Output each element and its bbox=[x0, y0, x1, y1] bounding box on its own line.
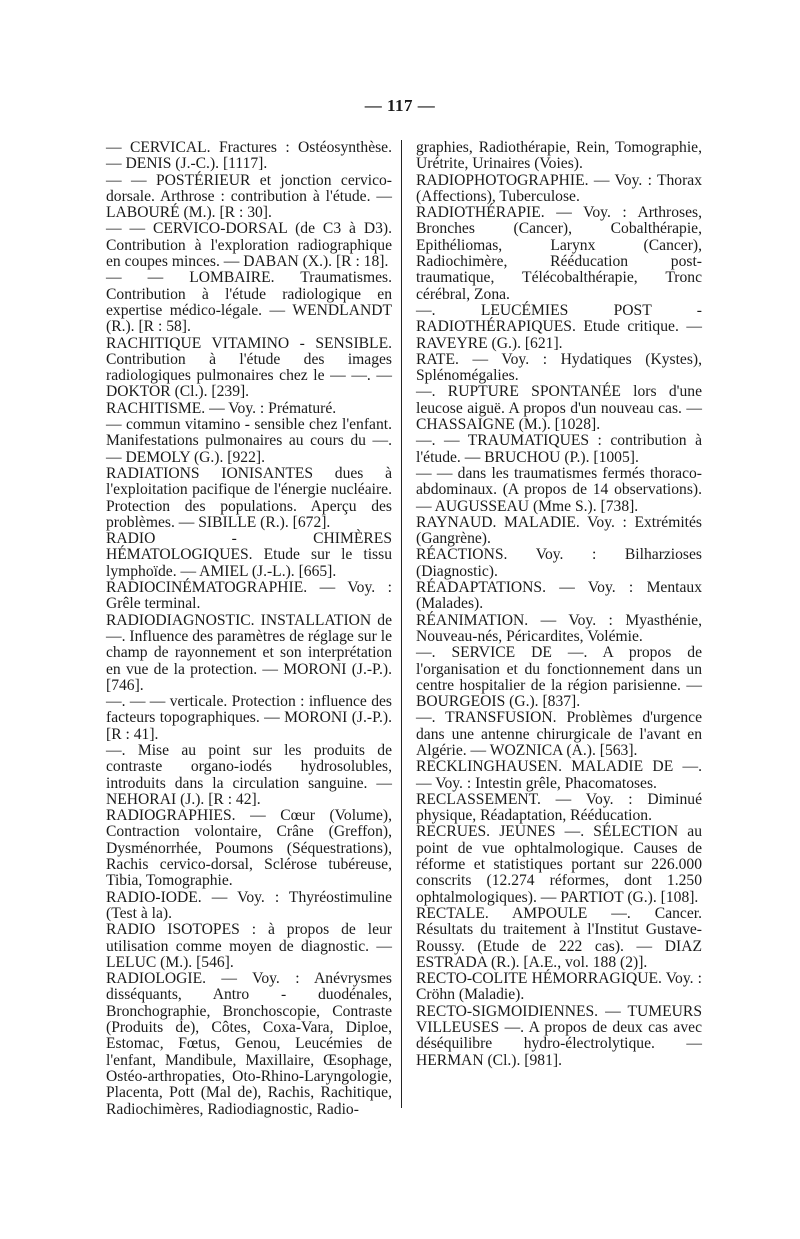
left-column bbox=[106, 140, 392, 1118]
index-entry: RECLASSEMENT. — Voy. : Diminué physique, Réadaptation, Rééducation. bbox=[416, 790, 702, 825]
index-entry: RAYNAUD. MALADIE. Voy. : Extrémités (Gangrène). bbox=[416, 513, 702, 548]
index-entry: RADIO - CHIMÈRES HÉMATOLOGIQUES. Etude sur le tissu lymphoïde. — AMIEL (J.-L.). [665]. bbox=[106, 530, 392, 580]
page-number: — 117 — bbox=[364, 96, 436, 115]
index-entry: —. — TRAUMATIQUES : contribution à l'étude. — BRUCHOU (P.). [1005]. bbox=[416, 432, 702, 466]
index-entry: — — POSTÉRIEUR et jonction cervico-dorsale. Arthrose : contribution à l'étude. — LABOURÉ (M.). [R : 30]. bbox=[106, 171, 392, 222]
index-entry: RECTO-SIGMOIDIENNES. — TUMEURS VILLEUSES —. A propos de deux cas avec déséquilibre hydro-électrolytique. — HERMAN (Cl.). [981]. bbox=[416, 1002, 702, 1069]
index-entry: RECRUES. JEUNES —. SÉLECTION au point de vue ophtalmologique. Causes de réforme et statistiques portant sur 226.000 conscrits (12.274 réformes, dont 1.250 ophtalmologiques). — PARTIOT (G.). [108]. bbox=[416, 823, 702, 906]
index-entry: RADIATIONS IONISANTES dues à l'exploitation pacifique de l'énergie nucléaire. Protection des populations. Aperçu des problèmes. — SIBILLE (R.). [672]. bbox=[106, 464, 392, 531]
index-entry: — — LOMBAIRE. Traumatismes. Contribution à l'étude radiologique en expertise médico-légale. — WENDLANDT (R.). [R : 58]. bbox=[106, 269, 392, 336]
index-entry: RADIODIAGNOSTIC. INSTALLATION de —. Influence des paramètres de réglage sur le champ de rayonnement et son interprétation en vue de la protection. — MORONI (J.-P.). [746]. bbox=[106, 611, 392, 694]
index-entry: RADIOTHÉRAPIE. — Voy. : Arthroses, Bronches (Cancer), Cobalthérapie, Epithéliomas, Larynx (Cancer), Radiochimère, Rééducation post-traumatique, Télécobalthérapie, Tronc cérébral, Zona. bbox=[416, 204, 702, 303]
index-entry: RADIO ISOTOPES : à propos de leur utilisation comme moyen de diagnostic. — LELUC (M.). [546]. bbox=[106, 921, 392, 971]
index-entry: RACHITIQUE VITAMINO - SENSIBLE. Contribution à l'étude des images radiologiques pulmonaires chez le — —. — DOKTOR (Cl.). [239]. bbox=[106, 334, 392, 401]
index-entry: RECTO-COLITE HÉMORRAGIQUE. Voy. : Cröhn (Maladie). bbox=[416, 970, 702, 1004]
index-entry: RADIOGRAPHIES. — Cœur (Volume), Contraction volontaire, Crâne (Greffon), Dysménorrhée, Poumons (Séquestrations), Rachis cervico-dorsal, Sclérose tubéreuse, Tibia, Tomographie. bbox=[106, 807, 392, 890]
right-column bbox=[416, 140, 702, 1069]
index-entry: RECKLINGHAUSEN. MALADIE DE —. — Voy. : Intestin grêle, Phacomatoses. bbox=[416, 758, 702, 792]
index-entry: graphies, Radiothérapie, Rein, Tomographie, Urétrite, Urinaires (Voies). bbox=[416, 139, 702, 173]
index-entry: RADIO-IODE. — Voy. : Thyréostimuline (Test à la). bbox=[106, 888, 392, 922]
index-entry: — — CERVICO-DORSAL (de C3 à D3). Contribution à l'exploration radiographique en coupes minces. — DABAN (X.). [R : 18]. bbox=[106, 220, 392, 271]
index-entry: — CERVICAL. Fractures : Ostéosynthèse. — DENIS (J.-C.). [1117]. bbox=[106, 139, 392, 173]
index-entry: —. — — verticale. Protection : influence des facteurs topographiques. — MORONI (J.-P.). [R : 41]. bbox=[106, 693, 392, 743]
index-entry: RÉACTIONS. Voy. : Bilharzioses (Diagnostic). bbox=[416, 546, 702, 580]
index-entry: —. SERVICE DE —. A propos de l'organisation et du fonctionnement dans un centre hospitalier de la région parisienne. — BOURGEOIS (G.). [837]. bbox=[416, 644, 702, 711]
index-entry: —. TRANSFUSION. Problèmes d'urgence dans une antenne chirurgicale de l'avant en Algérie. — WOZNICA (A.). [563]. bbox=[416, 709, 702, 759]
index-entry: RADIOLOGIE. — Voy. : Anévrysmes disséquants, Antro - duodénales, Bronchographie, Bronchoscopie, Contraste (Produits de), Côtes, Coxa-Vara, Diploe, Estomac, Fœtus, Genou, Leucémies de l'enfant, Mandibule, Maxillaire, Œsophage, Ostéo-arthropaties, Oto-Rhino-Laryngologie, Placenta, Pott (Mal de), Rachis, Rachitique, Radiochimères, Radiodiagnostic, Radio- bbox=[106, 970, 392, 1118]
index-entry: RADIOCINÉMATOGRAPHIE. — Voy. : Grêle terminal. bbox=[106, 579, 392, 613]
index-entry: RÉANIMATION. — Voy. : Myasthénie, Nouveau-nés, Péricardites, Volémie. bbox=[416, 611, 702, 645]
index-entry: RECTALE. AMPOULE —. Cancer. Résultats du traitement à l'Institut Gustave-Roussy. (Etude de 222 cas). — DIAZ ESTRADA (R.). [A.E., vol. 188 (2)]. bbox=[416, 904, 702, 971]
index-entry: —. RUPTURE SPONTANÉE lors d'une leucose aiguë. A propos d'un nouveau cas. — CHASSAIGNE (M.). [1028]. bbox=[416, 383, 702, 434]
index-entry: RACHITISME. — Voy. : Prématuré. bbox=[106, 399, 337, 417]
column-divider bbox=[401, 140, 402, 1108]
index-entry: — commun vitamino - sensible chez l'enfant. Manifestations pulmonaires au cours du —. — DEMOLY (G.). [922]. bbox=[106, 416, 392, 466]
index-entry: — — dans les traumatismes fermés thoraco-abdominaux. (A propos de 14 observations). — AUGUSSEAU (Mme S.). [738]. bbox=[416, 464, 702, 515]
index-entry: —. LEUCÉMIES POST - RADIOTHÉRAPIQUES. Etude critique. — RAVEYRE (G.). [621]. bbox=[416, 301, 702, 352]
index-entry: RADIOPHOTOGRAPHIE. — Voy. : Thorax (Affections), Tuberculose. bbox=[416, 171, 702, 205]
index-entry: RATE. — Voy. : Hydatiques (Kystes), Splénomégalies. bbox=[416, 350, 702, 385]
index-entry: —. Mise au point sur les produits de contraste organo-iodés hydrosolubles, introduits dans la circulation sanguine. — NEHORAI (J.). [R : 42]. bbox=[106, 741, 392, 808]
index-entry: RÉADAPTATIONS. — Voy. : Mentaux (Malades). bbox=[416, 579, 702, 613]
